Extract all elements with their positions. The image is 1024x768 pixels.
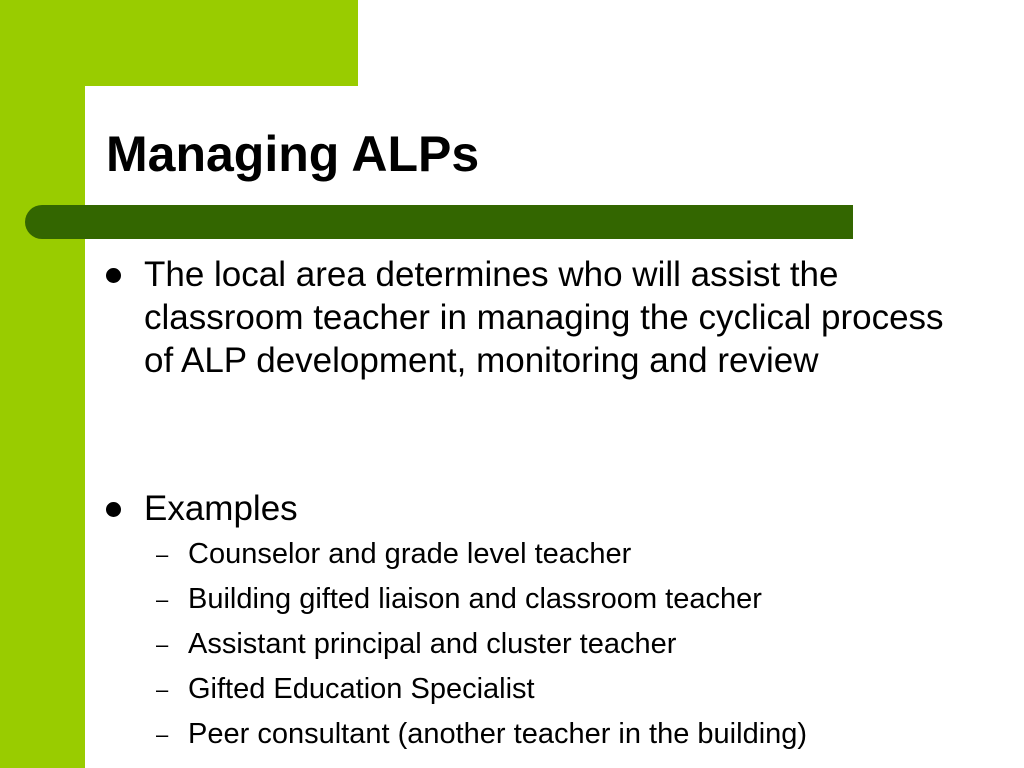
dash-bullet-icon: – — [156, 632, 169, 657]
sub-item-text: Peer consultant (another teacher in the building) — [188, 718, 808, 750]
decorative-green-top-band — [0, 0, 358, 86]
sub-item-text: Gifted Education Specialist — [188, 673, 535, 705]
title-underline-bar — [25, 205, 853, 239]
sub-item-text: Assistant principal and cluster teacher — [188, 628, 677, 660]
decorative-green-side-band — [0, 0, 85, 768]
bullet-text: The local area determines who will assist the classroom teacher in managing the cyclical process of ALP development, monitoring and review — [144, 255, 944, 380]
dash-bullet-icon: – — [156, 542, 169, 567]
slide-title: Managing ALPs — [106, 126, 480, 182]
bullet-dot-icon — [106, 268, 121, 283]
sub-item-text: Building gifted liaison and classroom teacher — [188, 583, 762, 615]
sub-item-text: Counselor and grade level teacher — [188, 538, 632, 570]
bullet-text: Examples — [144, 489, 298, 528]
dash-bullet-icon: – — [156, 587, 169, 612]
dash-bullet-icon: – — [156, 722, 169, 747]
dash-bullet-icon: – — [156, 677, 169, 702]
bullet-dot-icon — [106, 502, 121, 517]
